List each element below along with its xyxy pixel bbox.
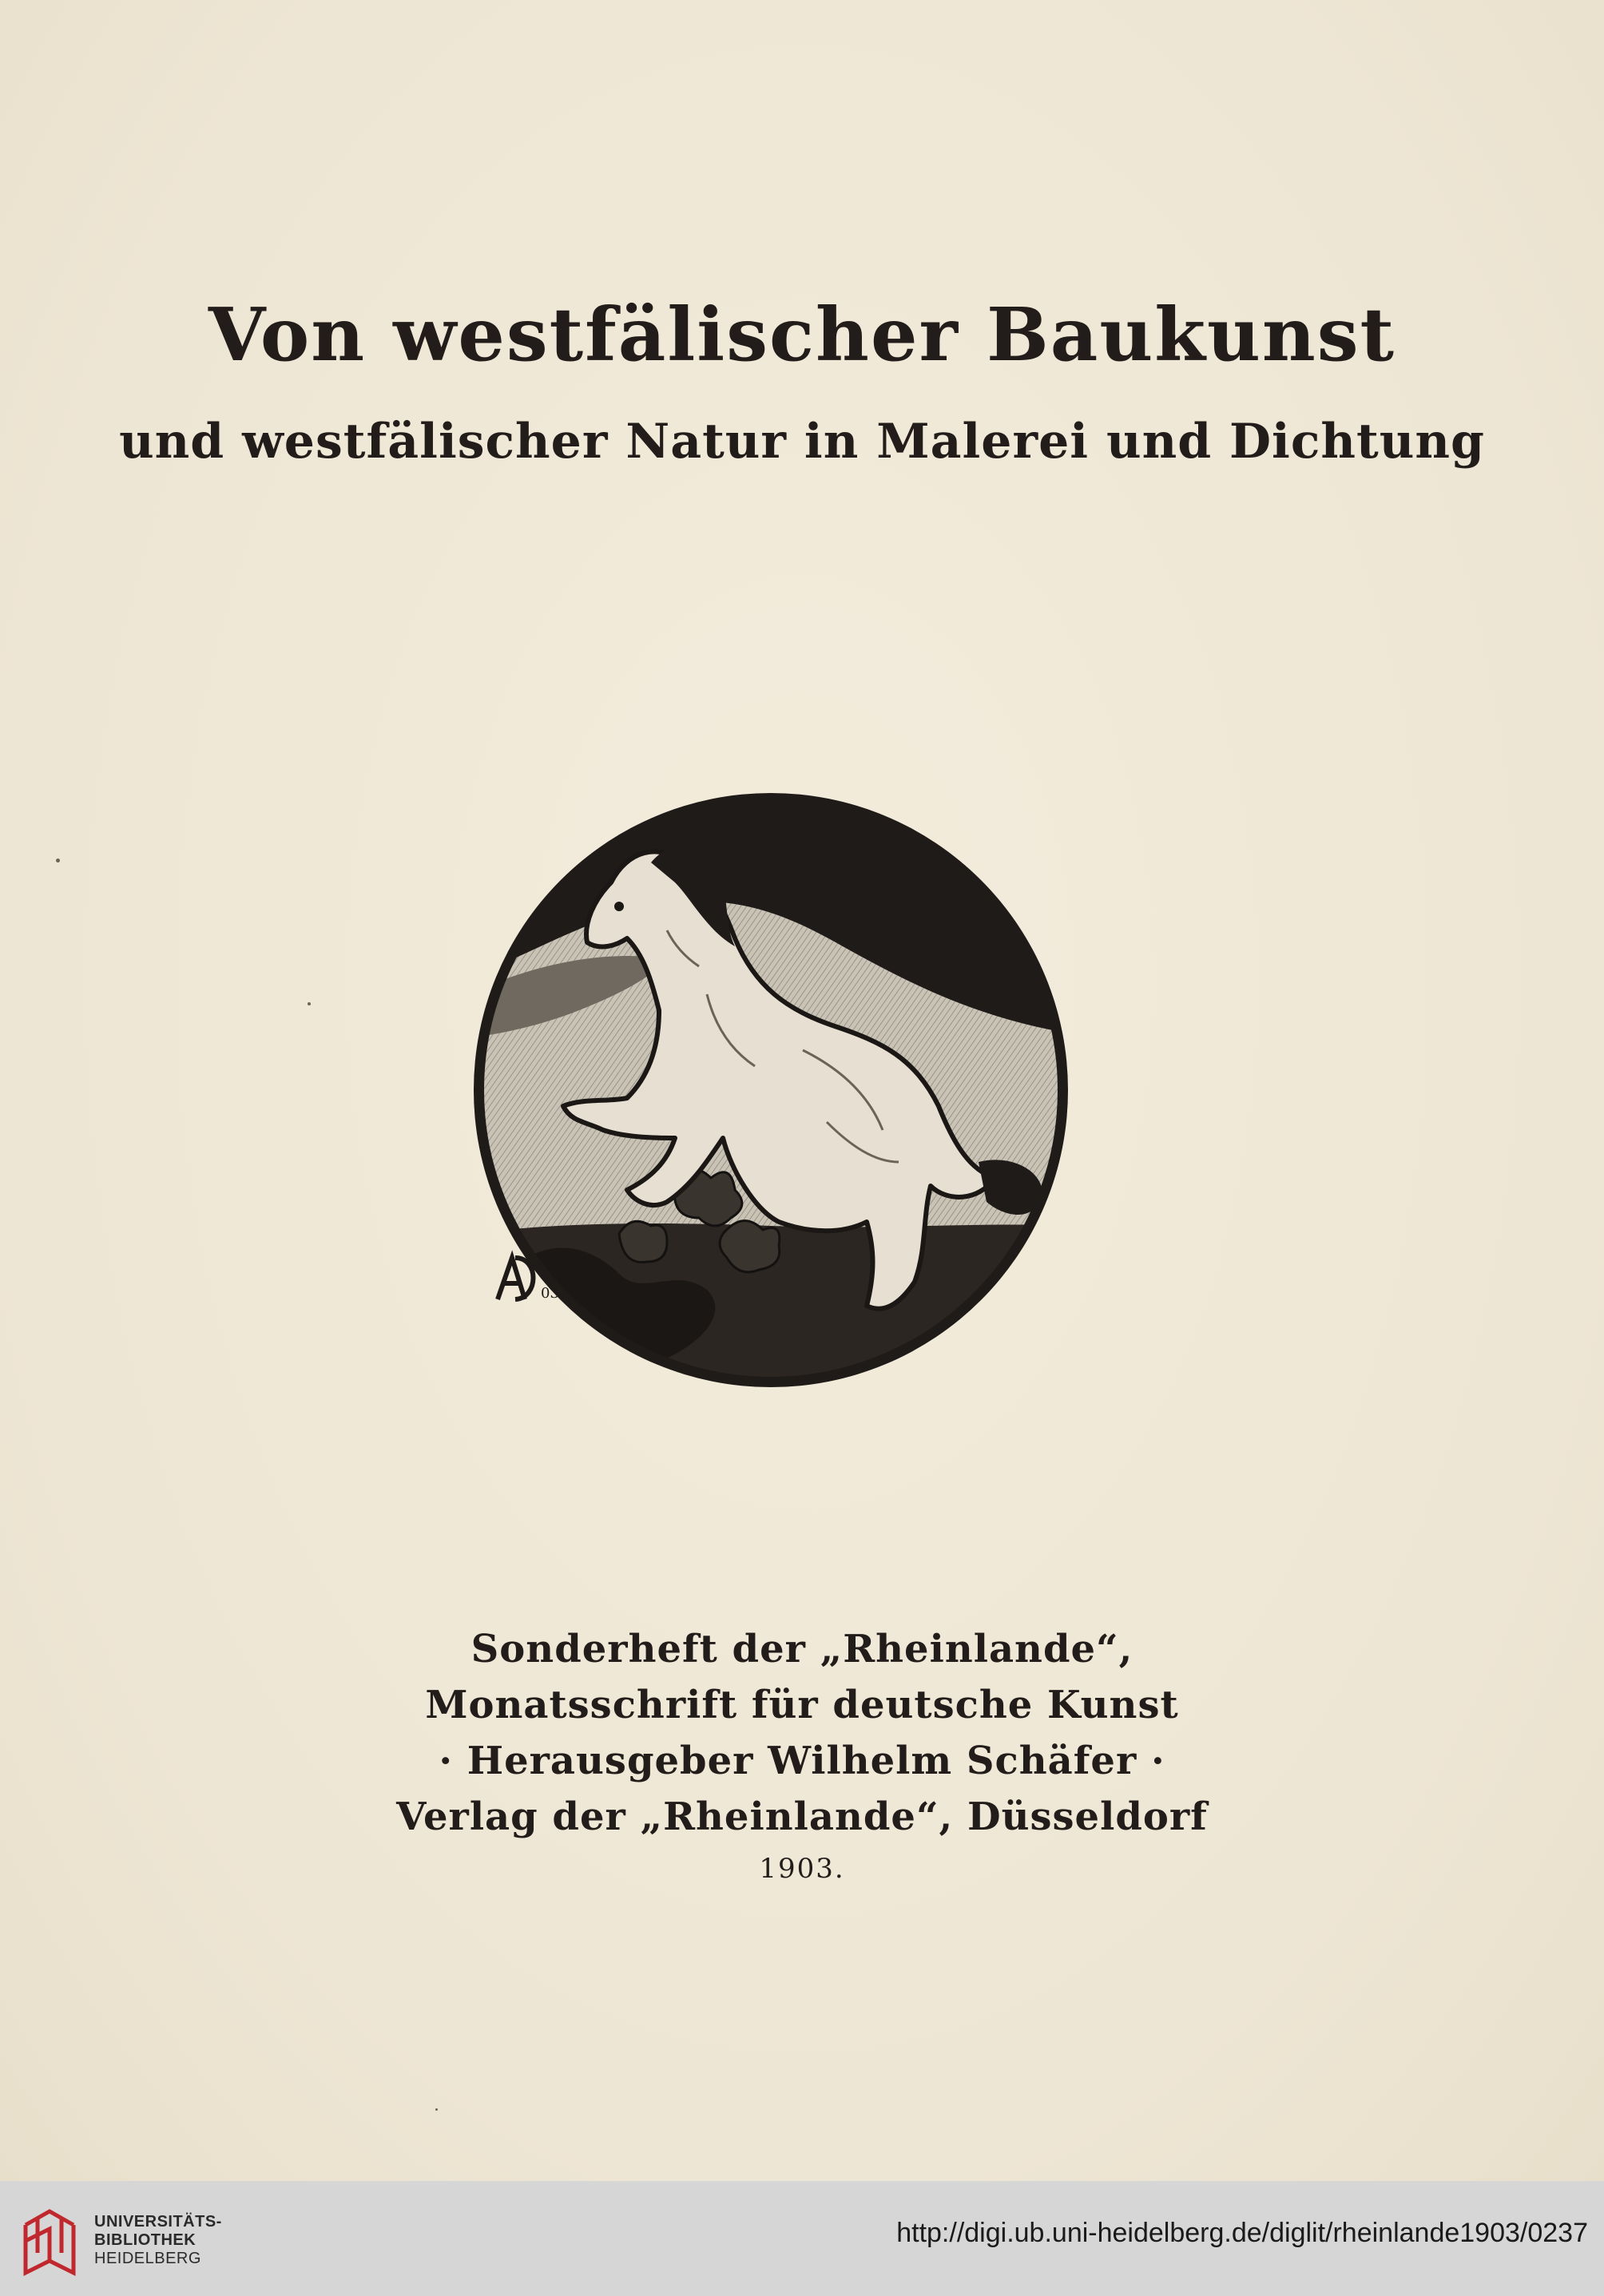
paper-speck <box>56 859 60 862</box>
library-logo-icon[interactable] <box>18 2205 83 2281</box>
imprint-line-1: Sonderheft der „Rheinlande“, <box>470 1627 1134 1671</box>
page-title: Von westfälischer Baukunst <box>208 291 1396 378</box>
permalink-url[interactable]: http://digi.ub.uni-heidelberg.de/diglit/rheinlande1903/0237 <box>896 2218 1588 2248</box>
library-line-3: HEIDELBERG <box>94 2250 201 2267</box>
imprint-line-3: · Herausgeber Wilhelm Schäfer · <box>439 1739 1165 1783</box>
imprint-line-4: Verlag der „Rheinlande“, Düsseldorf <box>396 1794 1208 1839</box>
monogram-year: 03 <box>541 1285 559 1302</box>
library-line-1: UNIVERSITÄTS- <box>94 2213 222 2231</box>
library-line-2: BIBLIOTHEK <box>94 2231 197 2249</box>
imprint-line-2: Monatsschrift für deutsche Kunst <box>425 1683 1179 1727</box>
paper-speck <box>435 2108 438 2111</box>
page-subtitle: und westfälischer Natur in Malerei und Dichtung <box>119 414 1485 470</box>
imprint-block <box>0 1621 1604 1893</box>
library-name <box>94 2213 222 2268</box>
imprint-year: 1903. <box>759 1853 845 1885</box>
artist-monogram <box>491 1250 563 1306</box>
footer-bar <box>0 2181 1604 2296</box>
paper-speck <box>308 1002 311 1005</box>
